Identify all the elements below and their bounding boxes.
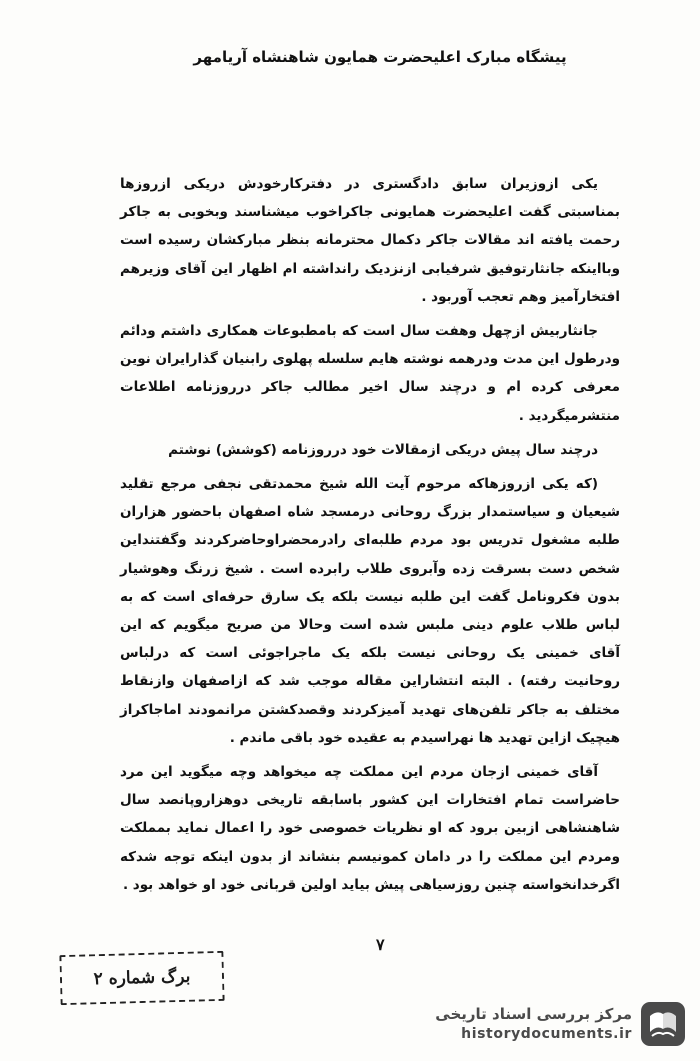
- paragraph-4-quote: (که یکی ازروزهاکه مرحوم آیت الله شیخ محمدتقی نجفی مرجع تقلید شیعیان و سیاستمدار بزرگ روحانی درمسجد شاه اصفهان باحضور هزاران طلبه مشغول تدریس بود مردم طلبه‌ای رادرمحضراوحاضرکردند وگفتنداین شخص دست بسرقت زده وآبروی طلاب رابرده است . شیخ زرنگ وهوشیار بدون فکرونامل گفت این طلبه نیست بلکه یک سارق حرفه‌ای است که به لباس طلاب علوم دینی ملبس شده است وحالا من صریح میگویم که این آقای خمینی یک روحانی نیست بلکه یک ماجراجوئی است که درلباس روحانیت رفته) . البته انتشاراین مقاله موجب شد که ازاصفهان وازنقاط مختلف به جاکر تلفن‌های تهدید آمیزکردند وقصدکشتن مرانمودند اماجاکراز هیچیک ازاین تهدید ها نهراسیدم به عقیده خود باقی ماندم .: [120, 476, 620, 746]
- paragraph-3: درچند سال پیش دریکی ازمقالات خود درروزنامه (کوشش) نوشتم: [168, 441, 598, 458]
- book-logo-icon: [640, 1001, 686, 1047]
- paragraph-5: آقای خمینی ازجان مردم این مملکت چه میخواهد وچه میگوید این مرد حاضراست تمام افتخارات این کشور باسابقه تاریخی دوهزاروپانصد سال شاهنشاهی ازبین برود که او نظریات خصوصی خود را اعمال نماید بمملکت ومردم این مملکت را در دامان کمونیسم بنشاند از بدون اینکه توجه شدکه اگرخدانخواسته چنین روزسیاهی پیش بیاید اولین قربانی خود او خواهد بود .: [120, 764, 620, 893]
- page-number-mark: ۷: [376, 935, 385, 954]
- sheet-number-stamp: برگ شماره ۲: [59, 951, 224, 1005]
- watermark-site: historydocuments.ir: [461, 1026, 632, 1042]
- watermark-archive-name: مرکز بررسی اسناد تاریخی: [435, 1005, 632, 1023]
- paragraph-2: جانثاربیش ازچهل وهفت سال است که بامطبوعات همکاری داشتم ودائم ودرطول این مدت ودرهمه نوشته هایم سلسله پهلوی رابنیان گذارایران نوین معرفی کرده ام و درچند سال اخیر مطالب جاکر درروزنامه اطلاعات منتشرمیگردید .: [120, 323, 620, 424]
- archive-watermark: [435, 1001, 686, 1047]
- document-title: پیشگاه مبارک اعلیحضرت همایون شاهنشاه آریامهر: [193, 48, 567, 66]
- letter-body: [120, 170, 620, 899]
- paragraph-1: یکی ازوزیران سابق دادگستری در دفترکارخودش دریکی ازروزها بمناسبتی گفت اعلیحضرت همایونی جاکراخوب میشناسند وبخوبی به جاکر رحمت یافته اند مقالات جاکر دکمال محترمانه بنظر مبارکشان رسیده است وبااینکه جانثارتوفیق شرفیابی ازنزدیک رانداشته ام اظهار این آقای وزیرهم افتخارآمیز وهم تعجب آوربود .: [120, 176, 620, 305]
- watermark-text: [435, 1004, 632, 1044]
